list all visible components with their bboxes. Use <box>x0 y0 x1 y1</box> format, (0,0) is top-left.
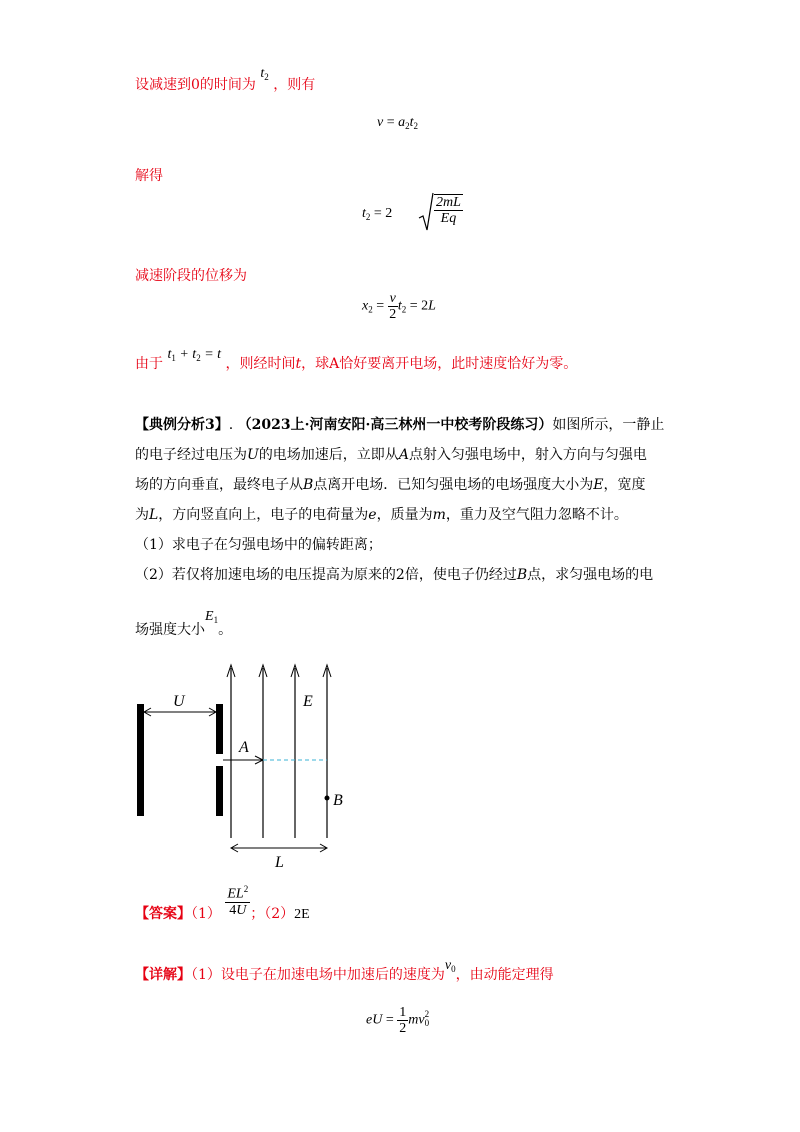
left-plate <box>137 704 144 816</box>
question-2-cont: 场强度大小$E_1$。 <box>135 609 233 638</box>
text-solve: 解得 <box>135 168 163 184</box>
question-1: （1）求电子在匀强电场中的偏转距离； <box>135 537 382 553</box>
equation-t2-sqrt: $t_2 = 2$ $\frac{2mL}{Eq}$ <box>362 192 392 234</box>
label-l: L <box>275 854 284 871</box>
symbol-v0: $v_0$ <box>444 958 456 974</box>
question-2: （2）若仅将加速电场的电压提高为原来的2倍，使电子仍经过B点，求匀强电场的电 <box>135 567 654 583</box>
problem-line-4: 为L，方向竖直向上，电子的电荷量为e，质量为m，重力及空气阻力忽略不计。 <box>135 507 628 523</box>
symbol-t2: $t_2$ <box>260 66 269 82</box>
equation-x2: $x_2$ = $\frac{v}{2}$ $t_2 = 2L$ <box>362 291 436 322</box>
point-b <box>325 796 330 801</box>
equation-t1-t2-t: $t_1 + t_2 = t$ <box>167 347 222 363</box>
symbol-E1: $E_1$ <box>205 609 219 625</box>
text-line-decel-time: 设减速到0的时间为 $t_2$ ，则有 <box>135 66 316 93</box>
label-a: A <box>239 739 249 756</box>
label-b: B <box>333 792 343 809</box>
equation-kinetic-energy: eU = $\frac{1}{2}$ mv 2 0 <box>366 1005 430 1036</box>
problem-line-1: 【典例分析3】. （2023上·河南安阳·高三林州一中校考阶段练习）如图所示，一静止 <box>135 417 665 433</box>
problem-line-2: 的电子经过电压为U的电场加速后，立即从A点射入匀强电场中，射入方向与匀强电 <box>135 447 647 463</box>
sqrt-sign <box>418 192 434 232</box>
text-displacement: 减速阶段的位移为 <box>135 268 247 284</box>
answer-2: 2E <box>294 906 310 922</box>
label-u: U <box>173 693 185 710</box>
detail-line: 【详解】（1）设电子在加速电场中加速后的速度为$v_0$，由动能定理得 <box>135 958 554 983</box>
right-plate-upper <box>216 704 223 754</box>
figure-electric-field <box>125 660 365 875</box>
right-plate-lower <box>216 766 223 816</box>
equation-v-a2t2: $v = a_2t_2$ <box>377 115 419 131</box>
label-e: E <box>303 693 313 710</box>
problem-line-3: 场的方向垂直，最终电子从B点离开电场．已知匀强电场的电场强度大小为E，宽度 <box>135 477 646 493</box>
text-since: 由于 $t_1 + t_2 = t$ ，则经时间t，球A恰好要离开电场，此时速度恰好为零。 <box>135 347 578 372</box>
answer-1-formula: $\frac{EL^2}{4U}$ <box>227 884 249 918</box>
answer-line: 【答案】（1） $\frac{EL^2}{4U}$ ；（2）2E <box>135 884 310 922</box>
